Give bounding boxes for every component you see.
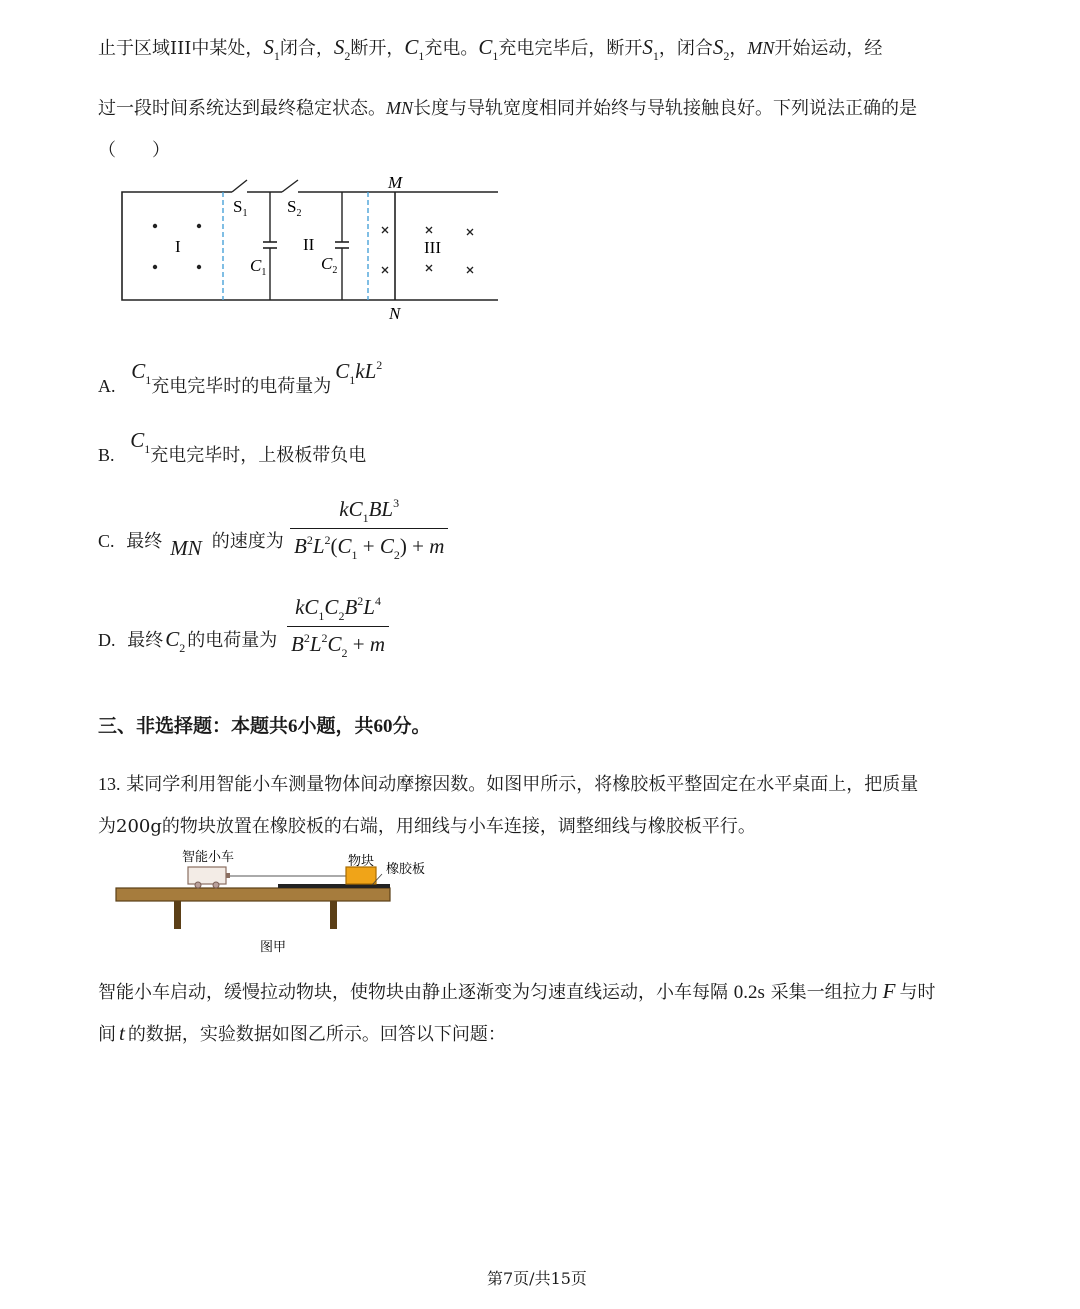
text-seg: 长度与导轨宽度相同并始终与导轨接触良好。下列说法正确的是 <box>413 98 917 119</box>
option-c[interactable] <box>98 527 284 560</box>
answer-paren: （ ） <box>98 140 170 161</box>
field-dot <box>153 265 157 269</box>
option-label: B. <box>98 445 115 465</box>
symbol-mn: MN <box>747 38 775 58</box>
figure-jia <box>110 840 426 960</box>
formula-charge: $\frac{kC_1C_2B^2L^4}{B^2L^2C_2 + m}$ <box>287 594 389 661</box>
option-text: 充电完毕时的电荷量为 <box>151 376 332 397</box>
symbol-c1: $C_1$ <box>478 35 499 63</box>
interval-value: 0.2s <box>733 982 765 1003</box>
question-number: 13. <box>98 774 121 794</box>
symbol-c1: $C_1$ <box>130 428 151 456</box>
question-text: 智能小车启动，缓慢拉动物块，使物块由静止逐渐变为匀速直线运动，小车每隔 <box>98 982 728 1003</box>
option-a[interactable] <box>98 358 383 397</box>
symbol-c1: $C_1$ <box>131 359 152 387</box>
label-m: M <box>388 173 403 192</box>
label-c1: $C_1$ <box>250 256 267 278</box>
text-seg: 止于区域III中某处， <box>98 38 264 59</box>
label-s1: $S_1$ <box>233 197 248 219</box>
label-n: N <box>389 304 401 323</box>
question-text: 与时 <box>899 982 936 1003</box>
option-text: 的速度为 <box>211 531 284 552</box>
option-text: 的电荷量为 <box>187 630 278 651</box>
symbol-mn: MN <box>170 536 202 560</box>
text-seg: 开始运动，经 <box>774 38 883 59</box>
question-text: 某同学利用智能小车测量物体间动摩擦因数。如图甲所示，将橡胶板平整固定在水平桌面上，把质量 <box>126 774 919 795</box>
switch-s2 <box>282 180 298 192</box>
page-footer: 第7页/共15页 <box>487 1269 587 1288</box>
field-dot <box>153 224 157 228</box>
option-b[interactable] <box>98 427 367 466</box>
symbol-c1: $C_1$ <box>404 35 425 63</box>
circuit-diagram <box>110 168 510 323</box>
option-label: D. <box>98 630 116 650</box>
text-seg: 充电完毕后，断开 <box>498 38 643 59</box>
text-seg: 过一段时间系统达到最终稳定状态。 <box>98 98 386 119</box>
symbol-s1: $S_1$ <box>263 35 280 63</box>
symbol-c2: $C_2$ <box>165 627 186 655</box>
table-top <box>116 888 390 901</box>
intro-line-1 <box>98 34 882 64</box>
question-text: 间 <box>98 1024 116 1045</box>
formula-c1kl2: $C_1kL^2$ <box>335 358 383 387</box>
car-wheel <box>195 882 201 888</box>
option-label: C. <box>98 531 115 551</box>
text-seg: 断开， <box>350 38 405 59</box>
field-dot <box>197 265 201 269</box>
text-seg: ，闭合 <box>658 38 713 59</box>
q13-line-2: 为200g的物块放置在橡胶板的右端，用细线与小车连接，调整细线与橡胶板平行。 <box>98 816 756 837</box>
option-text: 最终 <box>126 531 163 552</box>
option-label: A. <box>98 376 116 396</box>
q13-line-1 <box>98 770 918 796</box>
symbol-s2: $S_2$ <box>712 35 730 63</box>
field-dot <box>197 224 201 228</box>
question-text: 采集一组拉力 <box>770 982 879 1003</box>
table-leg <box>174 901 181 929</box>
q13-line-3 <box>98 978 935 1004</box>
text-seg: ， <box>729 38 748 59</box>
formula-velocity: $\frac{kC_1BL^3}{B^2L^2(C_1 + C_2) + m}$ <box>290 496 448 563</box>
label-block: 物块 <box>348 854 375 869</box>
label-car: 智能小车 <box>182 850 235 865</box>
section-heading: 三、非选择题：本题共6小题，共60分。 <box>98 715 431 737</box>
q13-line-4 <box>98 1020 506 1046</box>
figure-caption: 图甲 <box>260 940 287 955</box>
label-c2: $C_2$ <box>321 254 338 276</box>
symbol-s2: $S_2$ <box>333 35 351 63</box>
table-leg <box>330 901 337 929</box>
option-d[interactable] <box>98 626 277 656</box>
symbol-s1: $S_1$ <box>642 35 659 63</box>
text-seg: 闭合， <box>279 38 334 59</box>
region-ii-label: II <box>303 235 315 254</box>
question-text: 的数据，实验数据如图乙所示。回答以下问题： <box>127 1024 506 1045</box>
switch-s1 <box>232 180 247 192</box>
region-iii-label: III <box>424 238 441 257</box>
symbol-f: F <box>882 979 896 1003</box>
symbol-t: t <box>119 1021 125 1045</box>
intro-line-2 <box>98 94 917 120</box>
label-board: 橡胶板 <box>386 862 426 877</box>
option-text: 最终 <box>127 630 164 651</box>
label-s2: $S_2$ <box>287 197 302 219</box>
option-text: 充电完毕时，上极板带负电 <box>150 445 367 466</box>
text-seg: 充电。 <box>424 38 479 59</box>
symbol-mn: MN <box>386 98 413 118</box>
block <box>346 867 376 884</box>
region-i-label: I <box>175 237 181 256</box>
smart-car <box>188 867 226 884</box>
car-wheel <box>213 882 219 888</box>
